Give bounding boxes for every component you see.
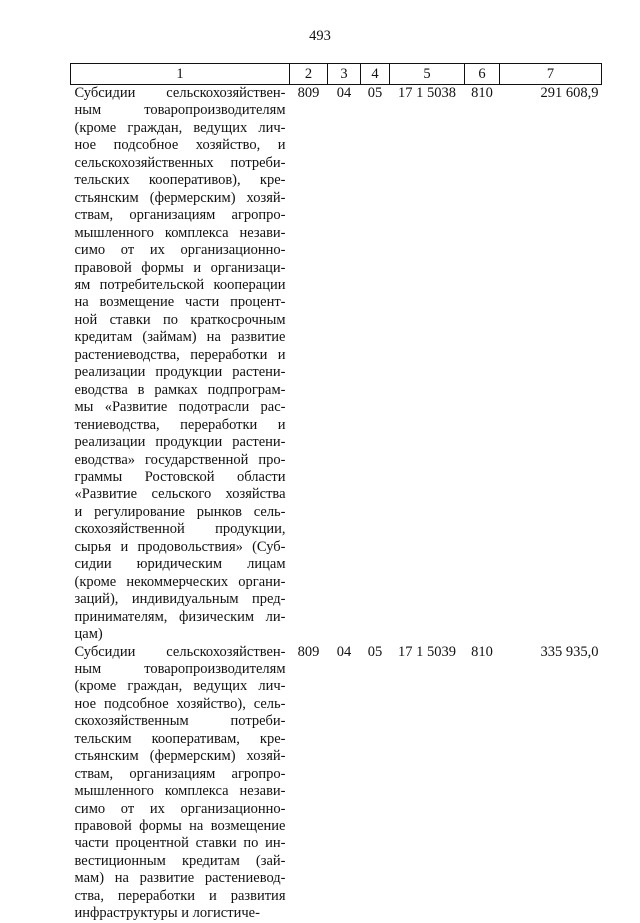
description-line: части процентной ставки по ин-: [74, 835, 286, 852]
description-line: и регулирование рынков сель-: [74, 503, 286, 520]
target-article-code: 17 1 5038: [398, 85, 456, 101]
page-number: 493: [309, 28, 331, 44]
description-line: сидии юридическим лицам: [74, 556, 286, 573]
header-col-6: 6: [465, 64, 500, 85]
description-line: сырья и продовольствия» (Суб-: [74, 538, 286, 555]
description-line: ным товаропроизводителям: [74, 660, 286, 677]
description-line: вестиционным кредитам (зай-: [74, 852, 286, 869]
description-line: симо от их организационно-: [74, 800, 286, 817]
description-line: Субсидии сельскохозяйствен-: [74, 85, 286, 101]
amount: 291 608,9: [540, 85, 599, 101]
target-article-code: 17 1 5039: [398, 643, 456, 660]
description-line: инфраструктуры и логистиче-: [74, 905, 260, 922]
table-row: [71, 85, 602, 644]
description-line: ям потребительской кооперации: [74, 276, 286, 293]
description-line: стьянским (фермерским) хозяй-: [74, 748, 286, 765]
header-row: [71, 64, 602, 85]
description-line: ства, переработки и развития: [74, 887, 286, 904]
description-line: принимателям, физическим ли-: [74, 608, 286, 625]
description-line: скохозяйственным потреби-: [74, 713, 286, 730]
amount: 335 935,0: [540, 643, 599, 660]
row-description: [71, 85, 290, 644]
description-line: мам) на развитие растениевод-: [74, 870, 286, 887]
header-col-7: 7: [500, 64, 602, 85]
description-line: скохозяйственной продукции,: [74, 521, 286, 538]
budget-table: [70, 63, 602, 923]
description-line: на возмещение части процент-: [74, 294, 286, 311]
description-line: «Развитие сельского хозяйства: [74, 486, 286, 503]
description-line: еводства» государственной про-: [74, 451, 286, 468]
description-line: цам): [74, 626, 103, 643]
subsection-code: 05: [367, 85, 383, 101]
header-col-3: 3: [328, 64, 361, 85]
description-line: ствам, организациям агропро-: [74, 765, 286, 782]
header-col-2: 2: [290, 64, 328, 85]
description-line: мышленного комплекса незави-: [74, 783, 286, 800]
table-row: [71, 644, 602, 923]
description-line: (кроме граждан, ведущих лич-: [74, 119, 286, 136]
row-description: [71, 644, 290, 923]
description-line: реализации продукции растени-: [74, 364, 286, 381]
description-line: симо от их организационно-: [74, 242, 286, 259]
description-line: сельскохозяйственных потреби-: [74, 154, 286, 171]
ministry-code: 809: [297, 85, 320, 101]
table-header: [71, 64, 602, 85]
description-line: тельских кооперативов), кре-: [74, 172, 286, 189]
description-line: ствам, организациям агропро-: [74, 207, 286, 224]
description-line: правовой формы и организаци-: [74, 259, 286, 276]
description-line: (кроме некоммерческих органи-: [74, 573, 286, 590]
description-line: ным товаропроизводителям: [74, 102, 286, 119]
description-line: заций), индивидуальным пред-: [74, 591, 286, 608]
section-code: 04: [336, 643, 352, 660]
description-line: мышленного комплекса незави-: [74, 224, 286, 241]
description-line: тениеводства, переработки и: [74, 416, 286, 433]
header-col-1: 1: [71, 64, 290, 85]
description-line: ное подсобное хозяйство), сель-: [74, 695, 286, 712]
ministry-code: 809: [297, 643, 320, 660]
header-col-5: 5: [390, 64, 465, 85]
description-line: граммы Ростовской области: [74, 468, 286, 485]
section-code: 04: [336, 85, 352, 101]
description-line: (кроме граждан, ведущих лич-: [74, 678, 286, 695]
description-line: тельским кооперативам, кре-: [74, 730, 286, 747]
expense-type-code: 810: [471, 85, 493, 101]
description-line: ной ставки по краткосрочным: [74, 311, 286, 328]
subsection-code: 05: [367, 643, 383, 660]
table-body: [71, 85, 602, 923]
description-line: стьянским (фермерским) хозяй-: [74, 189, 286, 206]
description-line: растениеводства, переработки и: [74, 346, 286, 363]
description-line: еводства в рамках подпрограм-: [74, 381, 286, 398]
description-line: реализации продукции растени-: [74, 434, 286, 451]
header-col-4: 4: [361, 64, 390, 85]
description-line: мы «Развитие подотрасли рас-: [74, 399, 286, 416]
description-line: правовой формы на возмещение: [74, 818, 286, 835]
description-line: Субсидии сельскохозяйствен-: [74, 643, 286, 660]
description-line: ное подсобное хозяйство, и: [74, 137, 286, 154]
description-line: кредитам (займам) на развитие: [74, 329, 286, 346]
expense-type-code: 810: [471, 643, 493, 660]
